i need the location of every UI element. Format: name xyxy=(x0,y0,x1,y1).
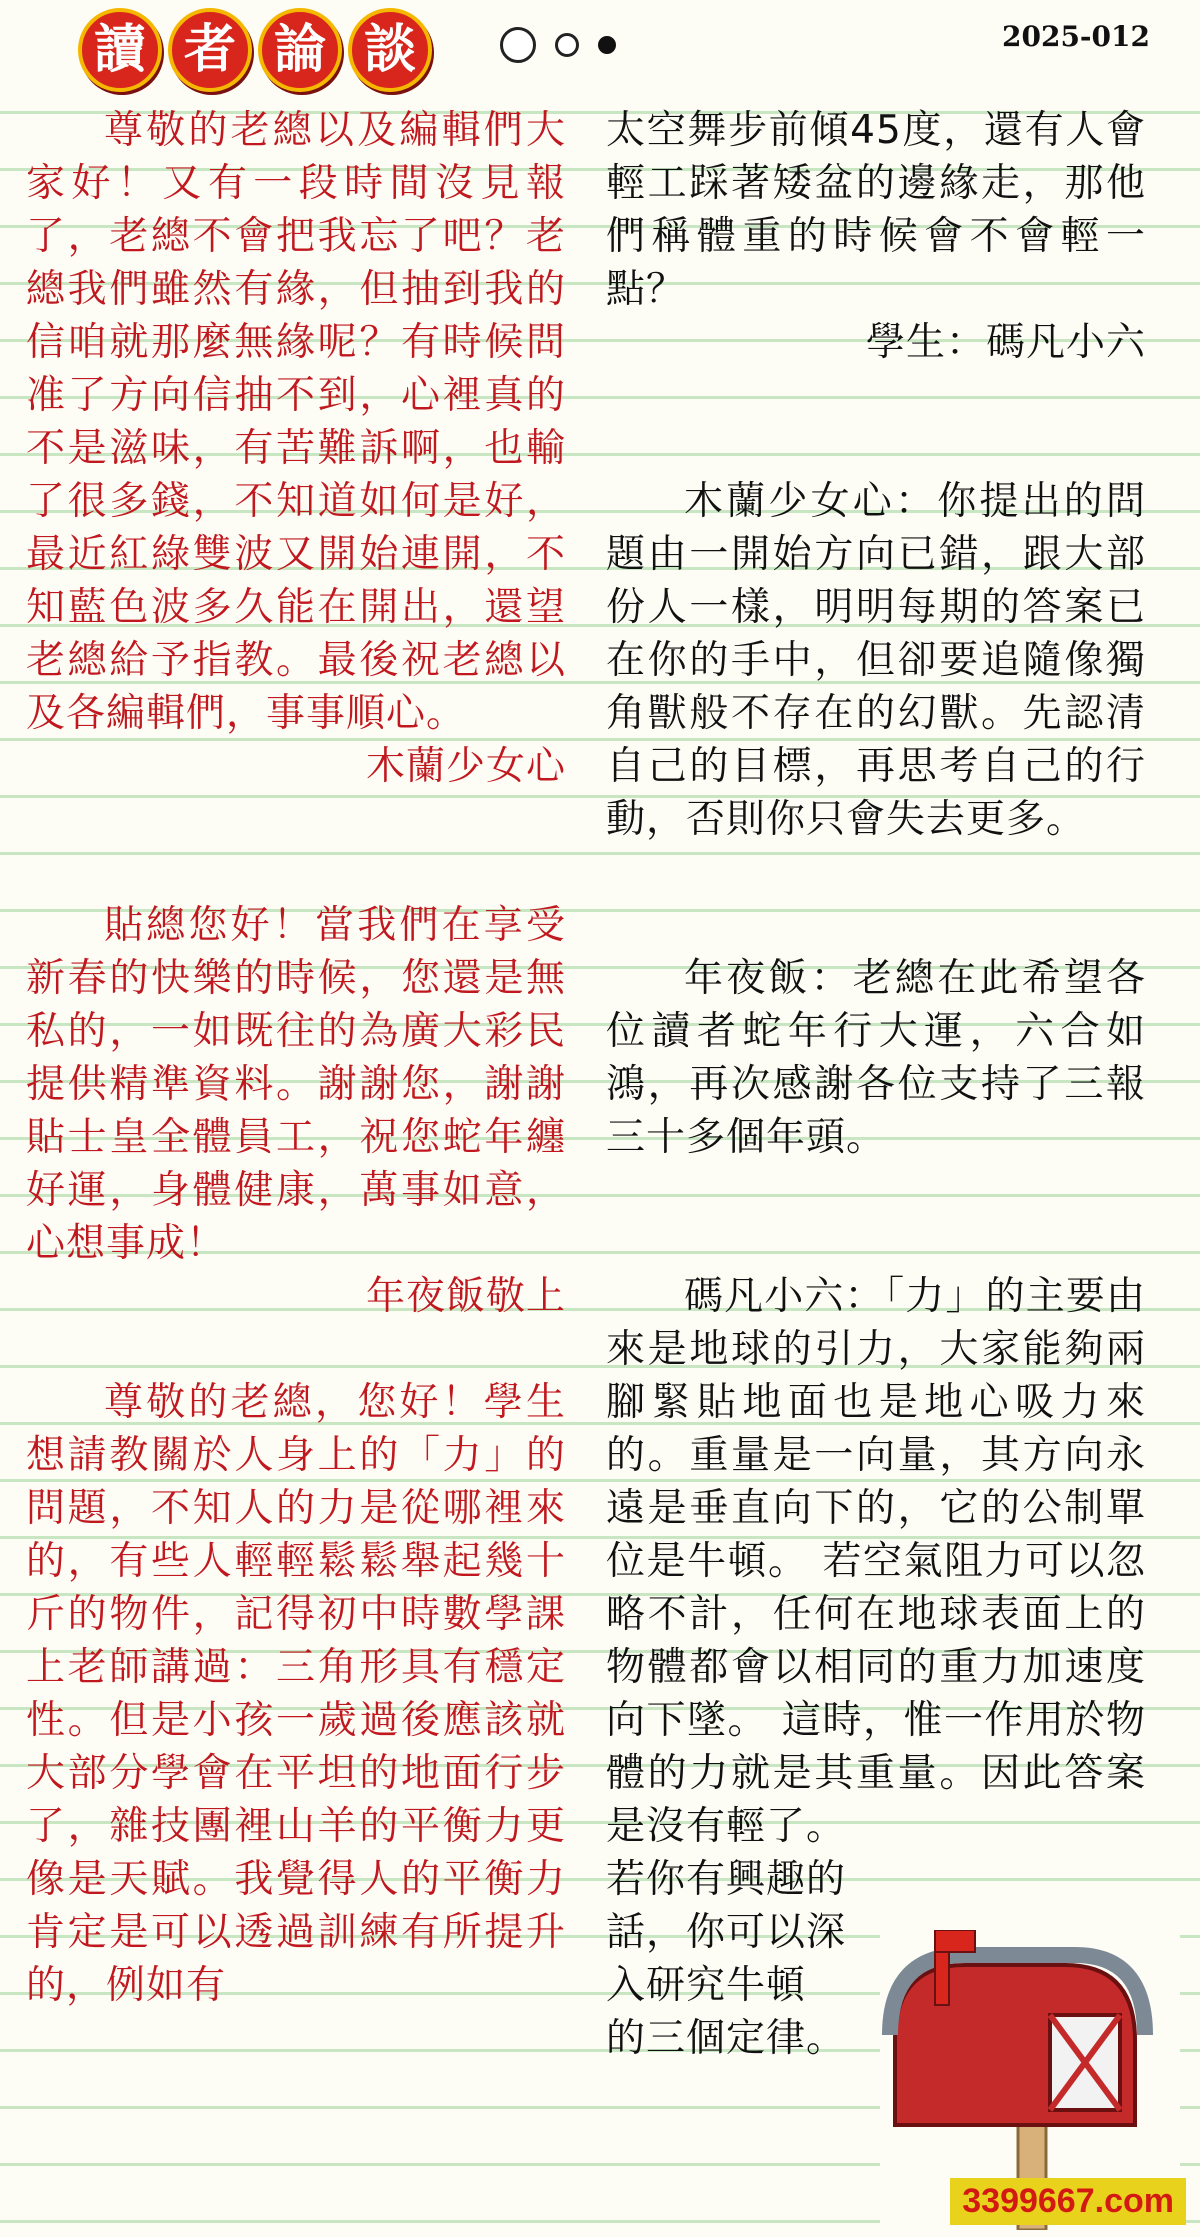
letter3-continued: 太空舞步前傾45度，還有人會輕工踩著矮盆的邊緣走，那他們稱體重的時候會不會輕一點？ xyxy=(606,108,1146,312)
dot-small-icon xyxy=(598,36,616,54)
letter2-signature: 年夜飯敬上 xyxy=(365,1274,566,1319)
title-char-3: 論 xyxy=(258,8,342,92)
left-column xyxy=(26,104,566,2012)
letter3-body: 尊敬的老總，您好！學生想請教關於人身上的「力」的問題，不知人的力是從哪裡來的，有些人輕輕鬆鬆舉起幾十斤的物件，記得初中時數學課上老師講過：三角形具有穩定性。但是小孩一歲過後應該就大部分學會在平坦的地面行步了，雜技團裡山羊的平衡力更像是天賦。我覺得人的平衡力肯定是可以透過訓練有所提升的，例如有 xyxy=(26,1380,566,2008)
reply3-tail-1: 若你有興趣的 xyxy=(606,1857,847,1902)
reply1-body: 木蘭少女心：你提出的問題由一開始方向已錯，跟大部份人一樣，明明每期的答案已在你的手中，但卻要追隨像獨角獸般不存在的幻獸。先認清自己的目標，再思考自己的行動，否則你只會失去更多。 xyxy=(606,479,1146,842)
letter3-signature: 學生：碼凡小六 xyxy=(865,320,1146,365)
dot-medium-icon xyxy=(555,33,579,57)
title-char-4: 談 xyxy=(348,8,432,92)
reply2-body: 年夜飯：老總在此希望各位讀者蛇年行大運，六合如鴻，再次感謝各位支持了三報三十多個年頭。 xyxy=(606,956,1146,1160)
dot-large-icon xyxy=(500,27,536,63)
letter1-body: 尊敬的老總以及編輯們大家好！又有一段時間沒見報了，老總不會把我忘了吧？老總我們雖然有緣，但抽到我的信咱就那麼無緣呢？有時候問准了方向信抽不到，心裡真的不是滋味，有苦難訴啊，也輸了很多錢，不知道如何是好，最近紅綠雙波又開始連開，不知藍色波多久能在開出，還望老總給予指教。最後祝老總以及各編輯們，事事順心。 xyxy=(26,108,566,736)
reply3-tail-4: 的三個定律。 xyxy=(606,2016,847,2061)
right-column xyxy=(606,104,1146,2065)
letter2-body: 貼總您好！當我們在享受新春的快樂的時候，您還是無私的，一如既往的為廣大彩民提供精準資料。謝謝您，謝謝貼士皇全體員工，祝您蛇年纏好運，身體健康，萬事如意，心想事成！ xyxy=(26,903,566,1266)
title-char-2: 者 xyxy=(168,8,252,92)
reply3-tail-3: 入研究牛頓 xyxy=(606,1963,807,2008)
issue-number: 2025-012 xyxy=(1002,20,1150,53)
reply3-body: 碼凡小六：「力」的主要由來是地球的引力，大家能夠兩腳緊貼地面也是地心吸力來的。重量是一向量，其方向永遠是垂直向下的，它的公制單位是牛頓。 若空氣阻力可以忽略不計，任何在地球表面上的物體都會以相同的重力加速度 向下墜。 這時，惟一作用於物體的力就是其重量。因此答案是沒有輕了。 xyxy=(606,1274,1146,1849)
reply3-tail-2: 話，你可以深 xyxy=(606,1910,847,1955)
watermark: 3399667.com xyxy=(950,2178,1186,2225)
letter1-signature: 木蘭少女心 xyxy=(365,744,566,789)
title-char-1: 讀 xyxy=(78,8,162,92)
header xyxy=(0,0,1200,95)
